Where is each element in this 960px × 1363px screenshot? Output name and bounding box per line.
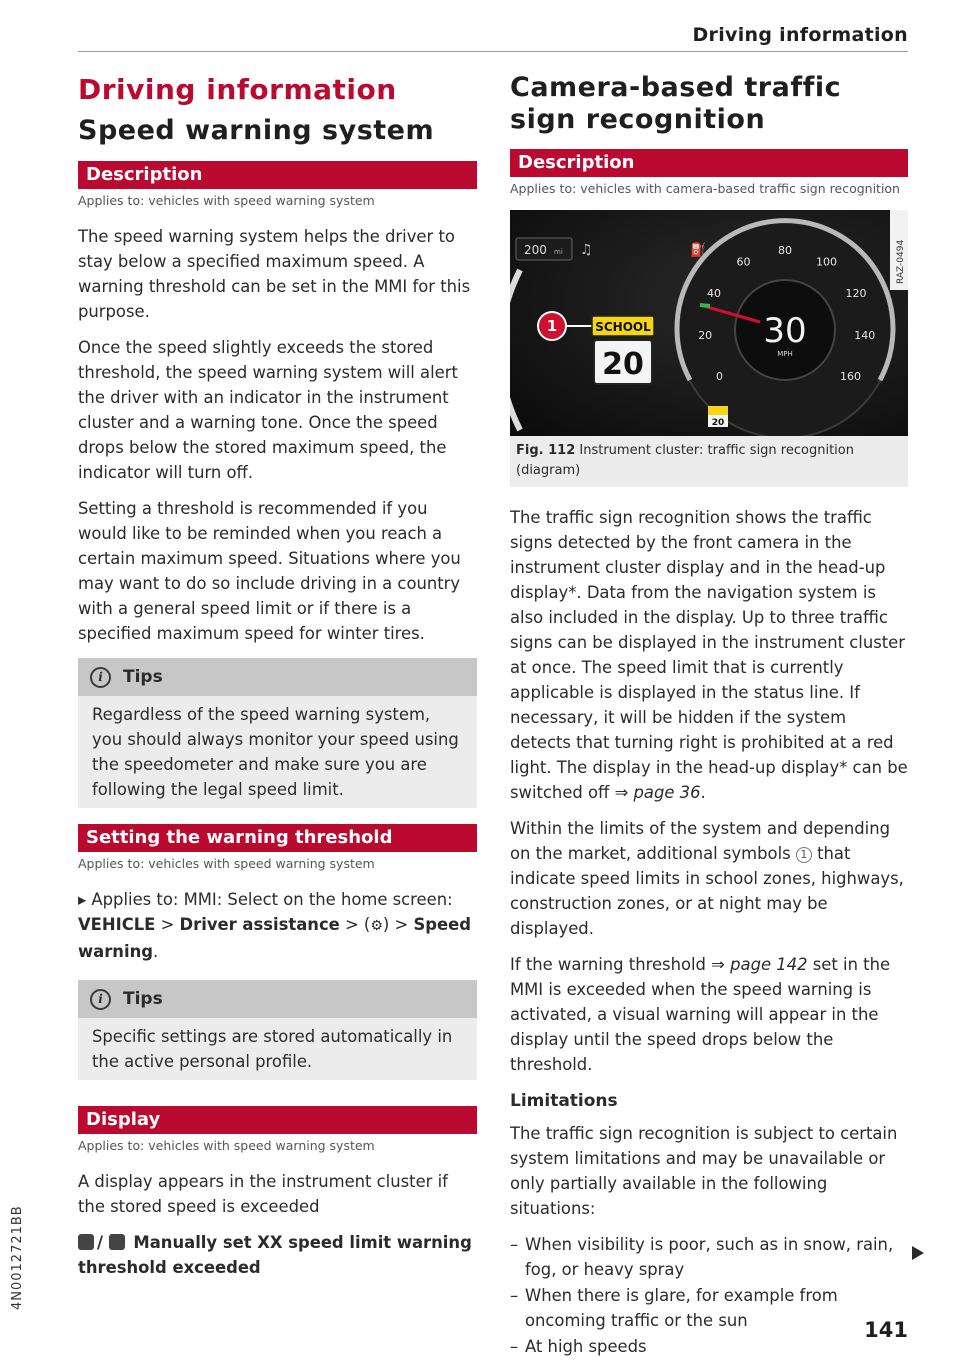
instrument-cluster-diagram (510, 210, 908, 436)
school-label: SCHOOL (595, 319, 651, 334)
figure-number: Fig. 112 (516, 442, 576, 458)
right-column (510, 72, 908, 1360)
step-prefix: ▸ Applies to: MMI: Select on the home screen: (78, 890, 453, 910)
running-header: Driving information (692, 24, 908, 46)
chapter-title: Driving information (78, 73, 397, 106)
gear-open: > ( (339, 915, 371, 935)
paragraph: Once the speed slightly exceeds the stored threshold, the speed warning system will alert the driver with an indicator in the instrument cluster and a warning tone. Once the speed drops below the stored maximum speed, the indicator will turn off. (78, 338, 458, 483)
paragraph-text: Within the limits of the system and depending on the market, additional symbols (510, 818, 891, 863)
applies-note: Applies to: vehicles with speed warning system (78, 856, 375, 872)
school-speed-limit: 20 (602, 346, 644, 382)
description-heading: Description (78, 161, 477, 189)
tips-text: Specific settings are stored automatically in the active personal profile. (92, 1027, 453, 1072)
tips-box (78, 658, 477, 808)
paragraph-text: . (700, 782, 706, 802)
setting-heading: Setting the warning threshold (78, 824, 477, 852)
paragraph (510, 816, 908, 941)
paragraph: Setting a threshold is recommended if you would like to be reminded when you reach a certain maximum speed. Situations where you may want to do so include driving in a country with a general speed limit or if there is a specified maximum speed for winter tires. (78, 499, 461, 644)
speed-tick-label: 120 (845, 286, 867, 300)
continue-arrow-icon (912, 1246, 924, 1260)
applies-note: Applies to: vehicles with camera-based traffic sign recognition (510, 180, 900, 196)
message-slash: / (97, 1233, 109, 1253)
music-icon: ♫ (580, 241, 593, 258)
menu-separator: > (155, 915, 180, 935)
applies-note: Applies to: vehicles with speed warning system (78, 193, 375, 209)
paragraph-text: The traffic sign recognition shows the traffic signs detected by the front camera in the instrument cluster display and in the head-up display*. Data from the navigation system is also included in the display. Up to three traffic signs can be displayed in the instrument cluster at once. The speed limit that is currently applicable is displayed in the status line. If necessary, it will be hidden if the system detects that turning right is prohibited at a red light. The display in the head-up display* can be switched off (510, 507, 908, 802)
callout-reference: 1 (796, 847, 812, 863)
tips-header (78, 658, 477, 696)
speed-tick-label: 140 (854, 328, 876, 342)
description-heading: Description (510, 149, 908, 177)
list-item: – When there is glare, for example from oncoming traffic or the sun (510, 1283, 908, 1333)
small-sign-speed: 20 (711, 417, 725, 428)
info-icon: i (90, 667, 111, 688)
message-text: Manually set XX speed limit warning threshold exceeded (78, 1233, 472, 1278)
tips-box (78, 980, 477, 1080)
section-title: Speed warning system (78, 115, 435, 146)
speed-tick-label: 100 (816, 255, 837, 269)
current-speed: 30 (763, 310, 807, 351)
paragraph (510, 505, 908, 805)
warning-message (78, 1230, 477, 1280)
tips-body (78, 696, 477, 808)
info-icon: i (90, 989, 111, 1010)
figure-caption-text: Instrument cluster: traffic sign recognition (diagram) (516, 442, 854, 478)
speed-tick-label: 60 (736, 255, 751, 269)
gear-icon: ⚙ (370, 918, 383, 935)
document-code: 4N0012721BB (10, 1205, 25, 1310)
paragraph (510, 952, 908, 1077)
fuel-icon: ⛽ (690, 242, 707, 258)
applies-note: Applies to: vehicles with speed warning system (78, 1138, 375, 1154)
range-value: 200 (524, 242, 547, 257)
paragraph: A display appears in the instrument cluster if the stored speed is exceeded (78, 1172, 448, 1217)
figure-caption (510, 436, 908, 487)
tips-header (78, 980, 477, 1018)
speed-tick-label: 0 (716, 369, 723, 383)
paragraph: The speed warning system helps the driver to stay below a specified maximum speed. A warning threshold can be set in the MMI for this purpose. (78, 227, 471, 322)
mmi-step (78, 887, 477, 964)
speed-warning-symbol-icon (109, 1234, 125, 1250)
tips-label: Tips (123, 667, 163, 688)
menu-speed-warning: Speed warning (78, 915, 471, 962)
paragraph: The traffic sign recognition is subject to certain system limitations and may be unavailable or only partially available in the following situations: (510, 1123, 898, 1218)
instrument-cluster-figure (510, 210, 908, 436)
menu-vehicle: VEHICLE (78, 915, 156, 935)
page-reference-link[interactable]: ⇒ page 142 (711, 954, 808, 974)
display-heading: Display (78, 1106, 477, 1134)
paragraph-text: If the warning threshold (510, 954, 712, 974)
small-school-sign (708, 406, 728, 415)
header-rule (78, 51, 908, 52)
figure-code: RAZ-0494 (896, 239, 906, 284)
tips-body (78, 1018, 477, 1080)
speed-tick-label: 160 (840, 369, 861, 383)
paragraph-text: that indicate speed limits in school zones, highways, construction zones, or at night may be displayed. (510, 843, 904, 938)
speed-tick-label: 80 (778, 243, 792, 257)
list-item: – When visibility is poor, such as in snow, rain, fog, or heavy spray (510, 1232, 908, 1282)
limitations-list (510, 1232, 908, 1359)
step-period: . (152, 942, 159, 962)
section-title: Camera-based traffic sign recognition (510, 72, 842, 136)
speed-warning-indicator-icon (78, 1234, 94, 1250)
page-reference-link[interactable]: ⇒ page 36 (614, 782, 701, 802)
menu-driver-assistance: Driver assistance (179, 915, 340, 935)
range-unit: mi (554, 247, 563, 256)
paragraph-text: set in the MMI is exceeded when the speed warning is activated, a visual warning will appear in the display until the speed drops below the threshold. (510, 954, 891, 1074)
speed-tick-label: 20 (698, 328, 713, 342)
gear-close: ) > (382, 915, 414, 935)
speed-tick-label: 40 (707, 286, 721, 300)
page-number: 141 (864, 1318, 908, 1342)
callout-number: 1 (546, 316, 558, 335)
speed-marker (700, 305, 710, 306)
tips-label: Tips (123, 989, 163, 1010)
speed-unit: MPH (777, 349, 793, 358)
left-column (78, 72, 477, 1280)
tips-text: Regardless of the speed warning system, you should always monitor your speed using the speedometer and make sure you are following the legal speed limit. (92, 705, 459, 800)
list-item: – At high speeds (510, 1334, 908, 1359)
limitations-heading: Limitations (510, 1090, 618, 1111)
